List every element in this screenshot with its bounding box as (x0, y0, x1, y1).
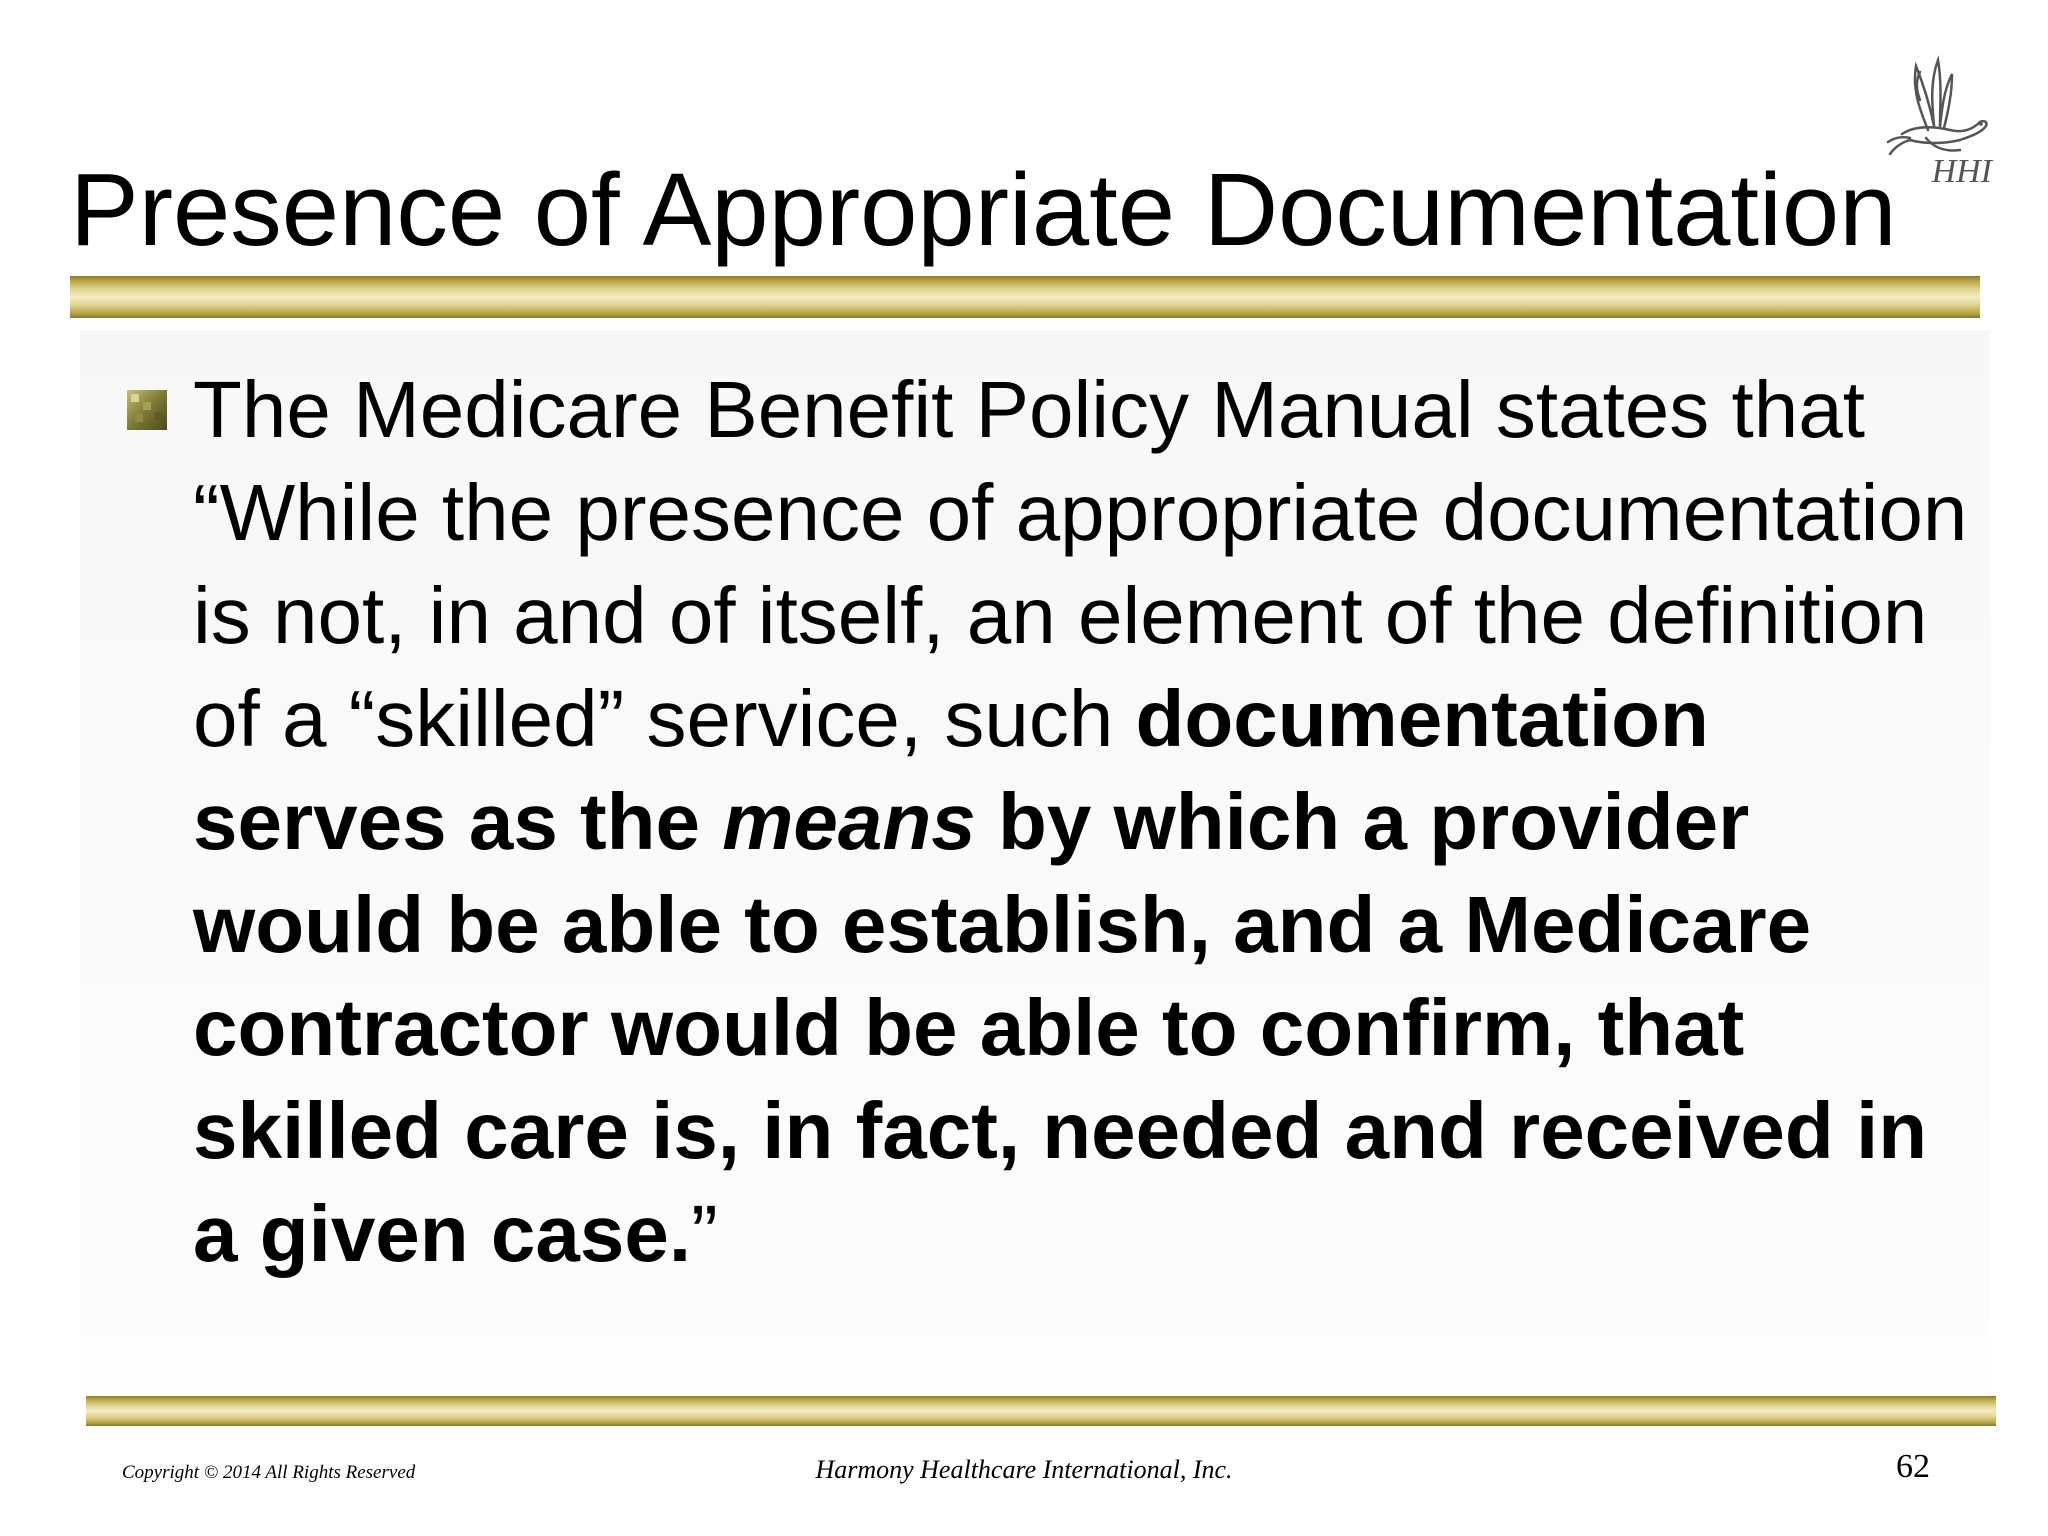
page-number: 62 (1896, 1448, 1930, 1485)
dove-logo-icon (1880, 30, 2000, 200)
footer-divider (86, 1396, 1996, 1426)
bullet-text-bold-italic: means (722, 777, 976, 866)
footer-copyright: Copyright © 2014 All Rights Reserved (122, 1462, 416, 1483)
footer-company: Harmony Healthcare International, Inc. (815, 1455, 1233, 1484)
bullet-text-bold-2: by which a provider would be able to establish, and a Medicare contractor would be able to confirm, that skilled care is, in fact, needed and received in a given case. (193, 777, 1928, 1278)
bullet-text-bold-1: documentation serves as the (193, 674, 1709, 866)
bullet-text-closing-quote: ” (691, 1189, 718, 1278)
bullet-text (193, 358, 1973, 1285)
title-divider (70, 276, 1980, 318)
logo-text: HHI (1931, 153, 1992, 190)
bullet-text-regular: The Medicare Benefit Policy Manual states that “While the presence of appropriate documentation is not, in and of itself, an element of the definition of a “skilled” service, such (193, 365, 1968, 763)
slide-title: Presence of Appropriate Documentation (70, 152, 1897, 267)
square-bullet-icon (127, 390, 167, 430)
